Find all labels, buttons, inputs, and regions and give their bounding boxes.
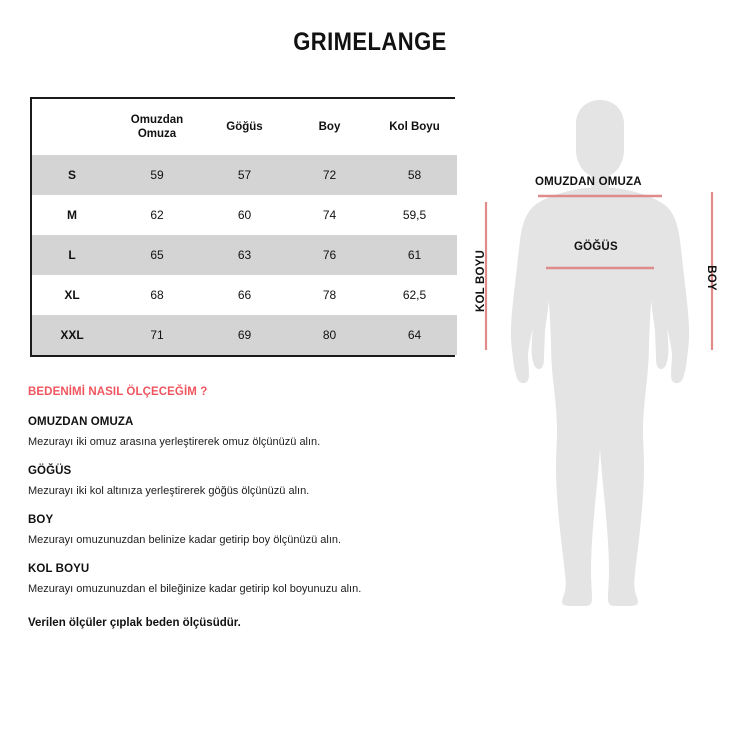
guide-title: BEDENİMİ NASIL ÖLÇECEĞİM ? [28,386,208,398]
cell-gogus: 63 [202,235,287,275]
cell-boy: 78 [287,275,372,315]
measuring-guide [28,386,428,629]
table-row [32,155,457,195]
guide-description: Mezurayı iki omuz arasına yerleştirerek omuz ölçünüzü alın. [28,436,321,448]
guide-term: GÖĞÜS [28,464,72,477]
guide-description: Mezurayı iki kol altınıza yerleştirerek göğüs ölçünüzü alın. [28,484,310,497]
cell-size: L [32,235,112,275]
guide-block-gogus [28,465,428,499]
column-header-omuzdan-omuza-line1: Omuzdan [130,113,184,126]
cell-boy: 76 [287,235,372,275]
guide-block-boy [28,514,428,548]
guide-term: OMUZDAN OMUZA [28,416,134,428]
cell-kol-boyu: 62,5 [372,275,457,315]
cell-gogus: 57 [202,155,287,195]
table-row [32,195,457,235]
table-header-row [32,99,457,155]
guide-note: Verilen ölçüler çıplak beden ölçüsüdür. [28,617,241,630]
cell-kol-boyu: 64 [372,315,457,355]
column-header-omuzdan-omuza-line2: Omuza [137,128,177,140]
guide-block-omuzdan-omuza [28,416,428,450]
column-header-gogus: Göğüs [202,99,287,155]
column-header-size [32,99,112,155]
column-header-boy: Boy [287,99,372,155]
cell-omuzdan-omuza: 62 [112,195,202,235]
guide-description: Mezurayı omuzunuzdan belinize kadar getirip boy ölçünüzü alın. [28,533,342,546]
diagram-label-omuzdan-omuza: OMUZDAN OMUZA [535,176,642,188]
body-measurement-diagram [460,80,740,670]
size-chart-table [30,97,455,357]
cell-boy: 80 [287,315,372,355]
cell-kol-boyu: 59,5 [372,195,457,235]
table-row [32,275,457,315]
guide-term: BOY [28,513,54,526]
table-row [32,235,457,275]
cell-size: XXL [32,315,112,355]
diagram-label-kol-boyu: KOL BOYU [475,249,488,313]
guide-term: KOL BOYU [28,562,90,575]
column-header-omuzdan-omuza [112,99,202,155]
column-header-kol-boyu: Kol Boyu [372,99,457,155]
cell-omuzdan-omuza: 59 [112,155,202,195]
cell-omuzdan-omuza: 71 [112,315,202,355]
cell-size: XL [32,275,112,315]
cell-boy: 74 [287,195,372,235]
guide-description: Mezurayı omuzunuzdan el bileğinize kadar getirip kol boyunuzu alın. [28,582,362,595]
cell-gogus: 66 [202,275,287,315]
diagram-label-boy: BOY [704,265,717,291]
brand-title: GRIMELANGE [293,28,447,56]
cell-boy: 72 [287,155,372,195]
cell-kol-boyu: 58 [372,155,457,195]
cell-gogus: 69 [202,315,287,355]
guide-block-kol-boyu [28,563,428,597]
body-silhouette-svg [460,80,740,670]
cell-size: M [32,195,112,235]
table-row [32,315,457,355]
cell-size: S [32,155,112,195]
cell-omuzdan-omuza: 65 [112,235,202,275]
diagram-label-gogus: GÖĞÜS [574,241,618,253]
cell-gogus: 60 [202,195,287,235]
cell-omuzdan-omuza: 68 [112,275,202,315]
cell-kol-boyu: 61 [372,235,457,275]
